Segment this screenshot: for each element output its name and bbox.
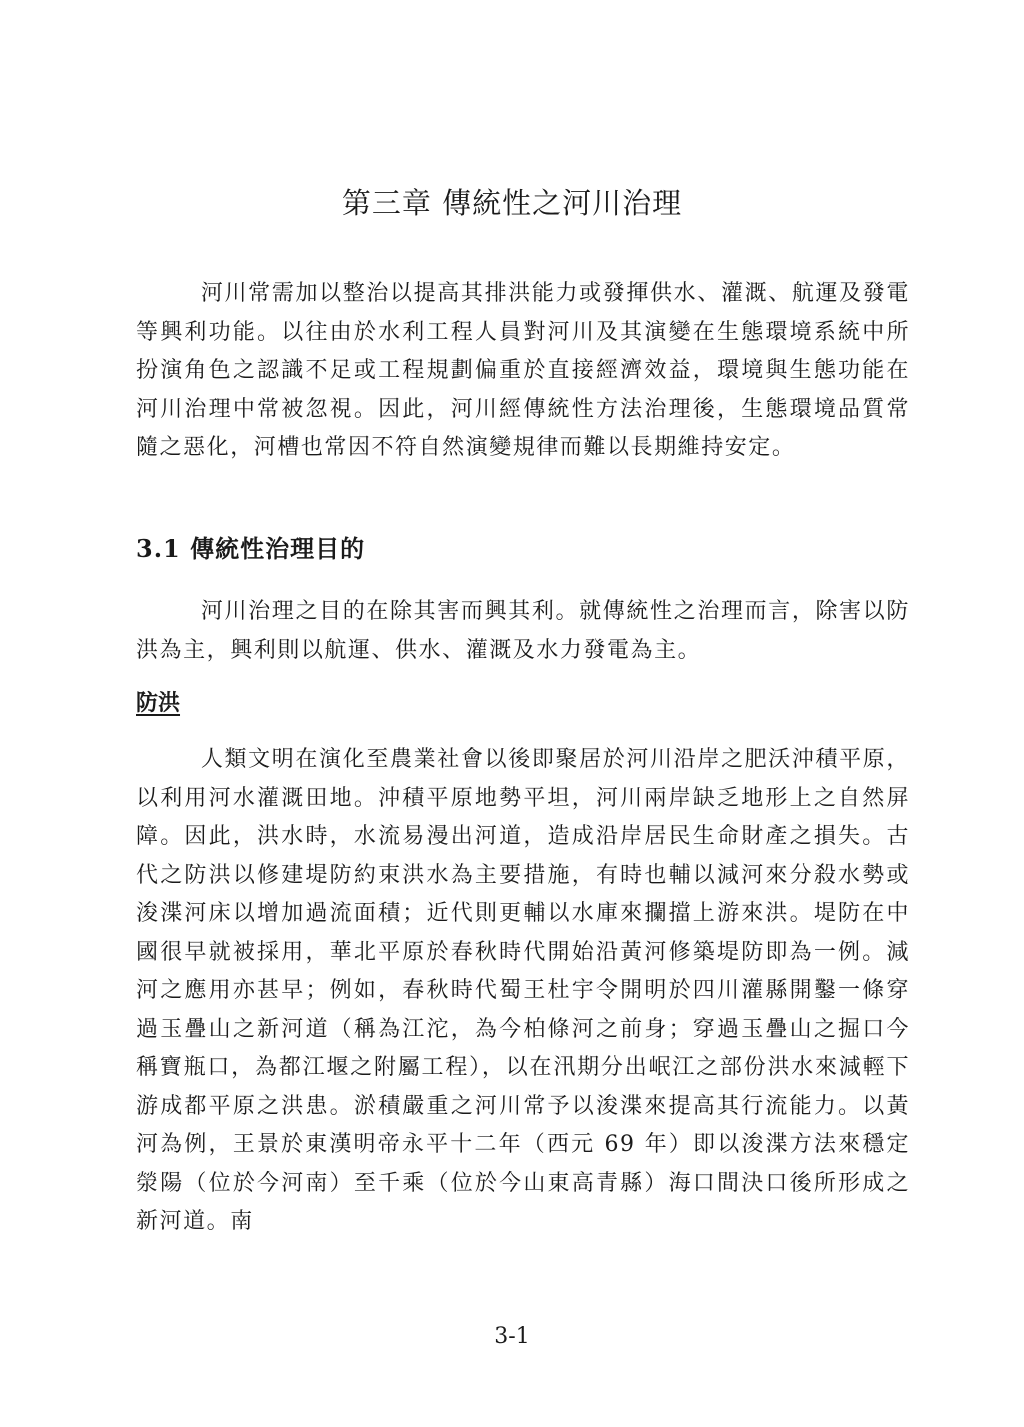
- page-number: 3-1: [494, 1324, 530, 1349]
- intro-paragraph: 河川常需加以整治以提高其排洪能力或發揮供水、灌溉、航運及發電等興利功能。以往由於水利工程人員對河川及其演變在生態環境系統中所扮演角色之認識不足或工程規劃偏重於直接經濟效益，環境與生態功能在河川治理中常被忽視。因此，河川經傳統性方法治理後，生態環境品質常隨之惡化，河槽也常因不符自然演變規律而難以長期維持安定。: [136, 281, 910, 460]
- section-heading: 3.1 傳統性治理目的: [136, 534, 366, 563]
- subsection-heading: 防洪: [136, 690, 181, 716]
- chapter-title: 第三章 傳統性之河川治理: [341, 186, 683, 220]
- section-paragraph: 河川治理之目的在除其害而興其利。就傳統性之治理而言，除害以防洪為主，興利則以航運、供水、灌溉及水力發電為主。: [136, 599, 910, 663]
- flood-control-paragraph: 人類文明在演化至農業社會以後即聚居於河川沿岸之肥沃沖積平原，以利用河水灌溉田地。沖積平原地勢平坦，河川兩岸缺乏地形上之自然屏障。因此，洪水時，水流易漫出河道，造成沿岸居民生命財產之損失。古代之防洪以修建堤防約束洪水為主要措施，有時也輔以減河來分殺水勢或浚渫河床以增加過流面積；近代則更輔以水庫來攔擋上游來洪。堤防在中國很早就被採用，華北平原於春秋時代開始沿黃河修築堤防即為一例。減河之應用亦甚早；例如，春秋時代蜀王杜宇令開明於四川灌縣開鑿一條穿過玉疊山之新河道（稱為江沱，為今柏條河之前身；穿過玉疊山之掘口今稱寶瓶口，為都江堰之附屬工程），以在汛期分出岷江之部份洪水來減輕下游成都平原之洪患。淤積嚴重之河川常予以浚渫來提高其行流能力。以黃河為例，王景於東漢明帝永平十二年（西元 69 年）即以浚渫方法來穩定滎陽（位於今河南）至千乘（位於今山東高青縣）海口間決口後所形成之新河道。南: [136, 747, 910, 1234]
